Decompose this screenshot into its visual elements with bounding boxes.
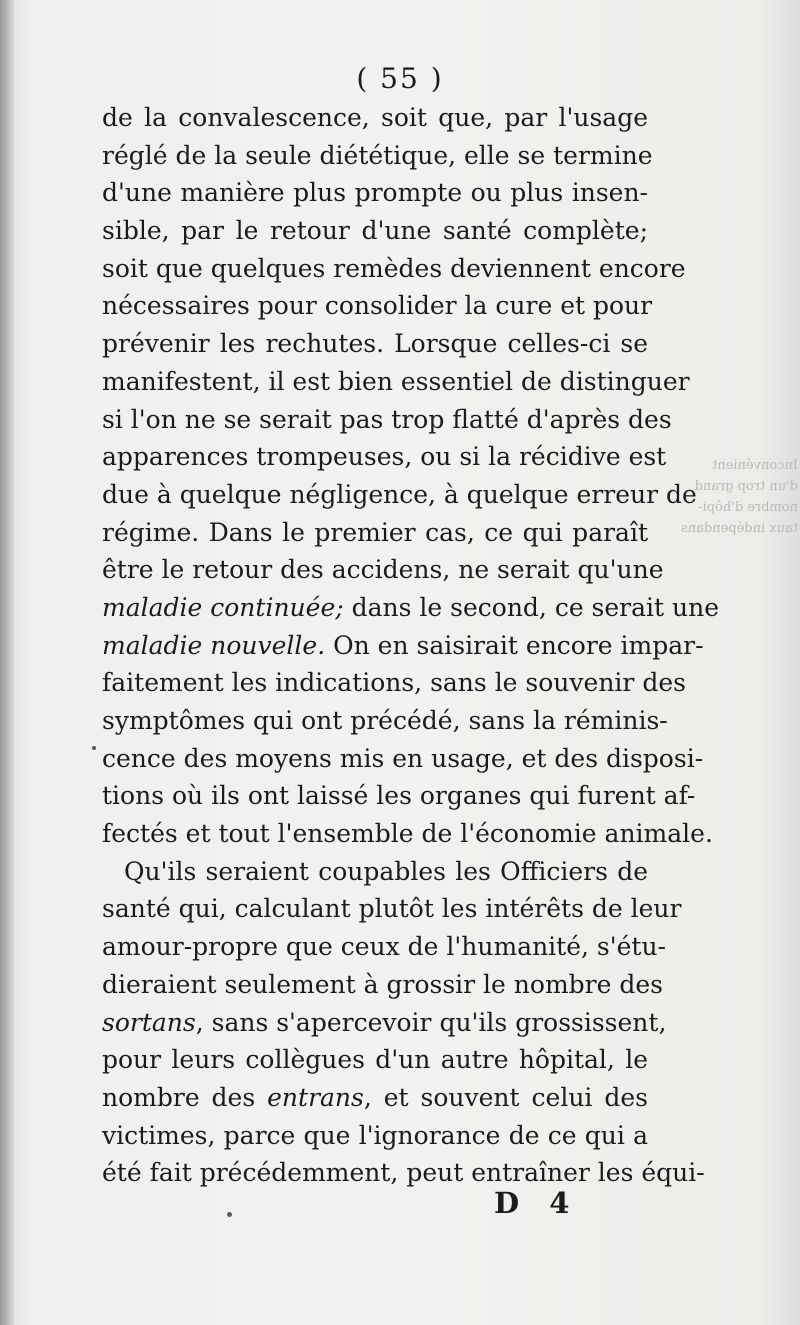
text-line: symptômes qui ont précédé, sans la réminis- xyxy=(102,706,668,735)
text-line: d'une manière plus prompte ou plus insen- xyxy=(102,178,648,208)
text-line: de la convalescence, soit que, par l'usage xyxy=(102,103,648,132)
text-line: pour leurs collègues d'un autre hôpital, le xyxy=(102,1045,648,1075)
text-line xyxy=(102,589,720,627)
ink-speck xyxy=(227,1212,232,1217)
italic-term: sortans xyxy=(102,1007,196,1037)
page-binding-edge xyxy=(0,0,14,1325)
text-line: faitement les indications, sans le souvenir des xyxy=(102,668,686,698)
text-line: prévenir les rechutes. Lorsque celles-ci se xyxy=(102,329,648,359)
text-line: si l'on ne se serait pas trop flatté d'après des xyxy=(102,404,672,434)
italic-term: maladie continuée; xyxy=(102,592,344,622)
text-line: été fait précédemment, peut entraîner les équi- xyxy=(102,1158,705,1188)
text-line: amour-propre que ceux de l'humanité, s'étu- xyxy=(102,932,667,962)
bleedthrough-line: taux indépendans xyxy=(681,521,798,536)
text-fragment: dans le second, ce serait une xyxy=(343,592,720,622)
italic-term: maladie nouvelle. xyxy=(102,630,326,660)
text-line: tions où ils ont laissé les organes qui furent af- xyxy=(102,781,696,811)
text-line: fectés et tout l'ensemble de l'économie animale. xyxy=(102,819,713,849)
text-fragment: , et souvent celui des xyxy=(363,1082,648,1112)
bleedthrough-line: Inconvénient xyxy=(712,458,798,473)
text-line: régime. Dans le premier cas, ce qui paraît xyxy=(102,517,648,547)
text-line: Qu'ils seraient coupables les Officiers de xyxy=(124,856,648,886)
text-fragment: nombre des xyxy=(102,1082,268,1112)
text-line: manifestent, il est bien essentiel de distinguer xyxy=(102,366,690,396)
bleedthrough-line: nombre d'hôpi- xyxy=(698,500,798,515)
bleedthrough-line: d'un trop grand xyxy=(694,479,798,494)
text-line: soit que quelques remèdes deviennent encore xyxy=(102,253,686,283)
text-line: sible, par le retour d'une santé complète; xyxy=(102,216,648,246)
text-line: due à quelque négligence, à quelque erreur de xyxy=(102,479,697,509)
text-line xyxy=(102,1079,648,1117)
body-text xyxy=(102,99,720,1192)
text-line: nécessaires pour consolider la cure et pour xyxy=(102,291,653,321)
signature-mark: D 4 xyxy=(494,1186,580,1220)
text-line xyxy=(102,1004,667,1042)
italic-term: entrans xyxy=(267,1082,364,1112)
text-line: apparences trompeuses, ou si la récidive est xyxy=(102,442,667,472)
text-fragment: , sans s'apercevoir qu'ils grossissent, xyxy=(195,1007,667,1037)
text-fragment: On en saisirait encore impar- xyxy=(325,630,704,660)
text-line xyxy=(102,627,704,665)
page-number: ( 55 ) xyxy=(356,62,444,95)
text-line: victimes, parce que l'ignorance de ce qui a xyxy=(102,1120,648,1150)
text-line: santé qui, calculant plutôt les intérêts de leur xyxy=(102,894,682,924)
bleedthrough-margin-note xyxy=(668,455,798,539)
text-line: réglé de la seule diététique, elle se termine xyxy=(102,140,653,170)
text-line: être le retour des accidens, ne serait qu'une xyxy=(102,555,664,585)
text-line: dieraient seulement à grossir le nombre des xyxy=(102,969,663,999)
text-line: cence des moyens mis en usage, et des disposi- xyxy=(102,743,704,773)
ink-speck xyxy=(92,746,96,750)
